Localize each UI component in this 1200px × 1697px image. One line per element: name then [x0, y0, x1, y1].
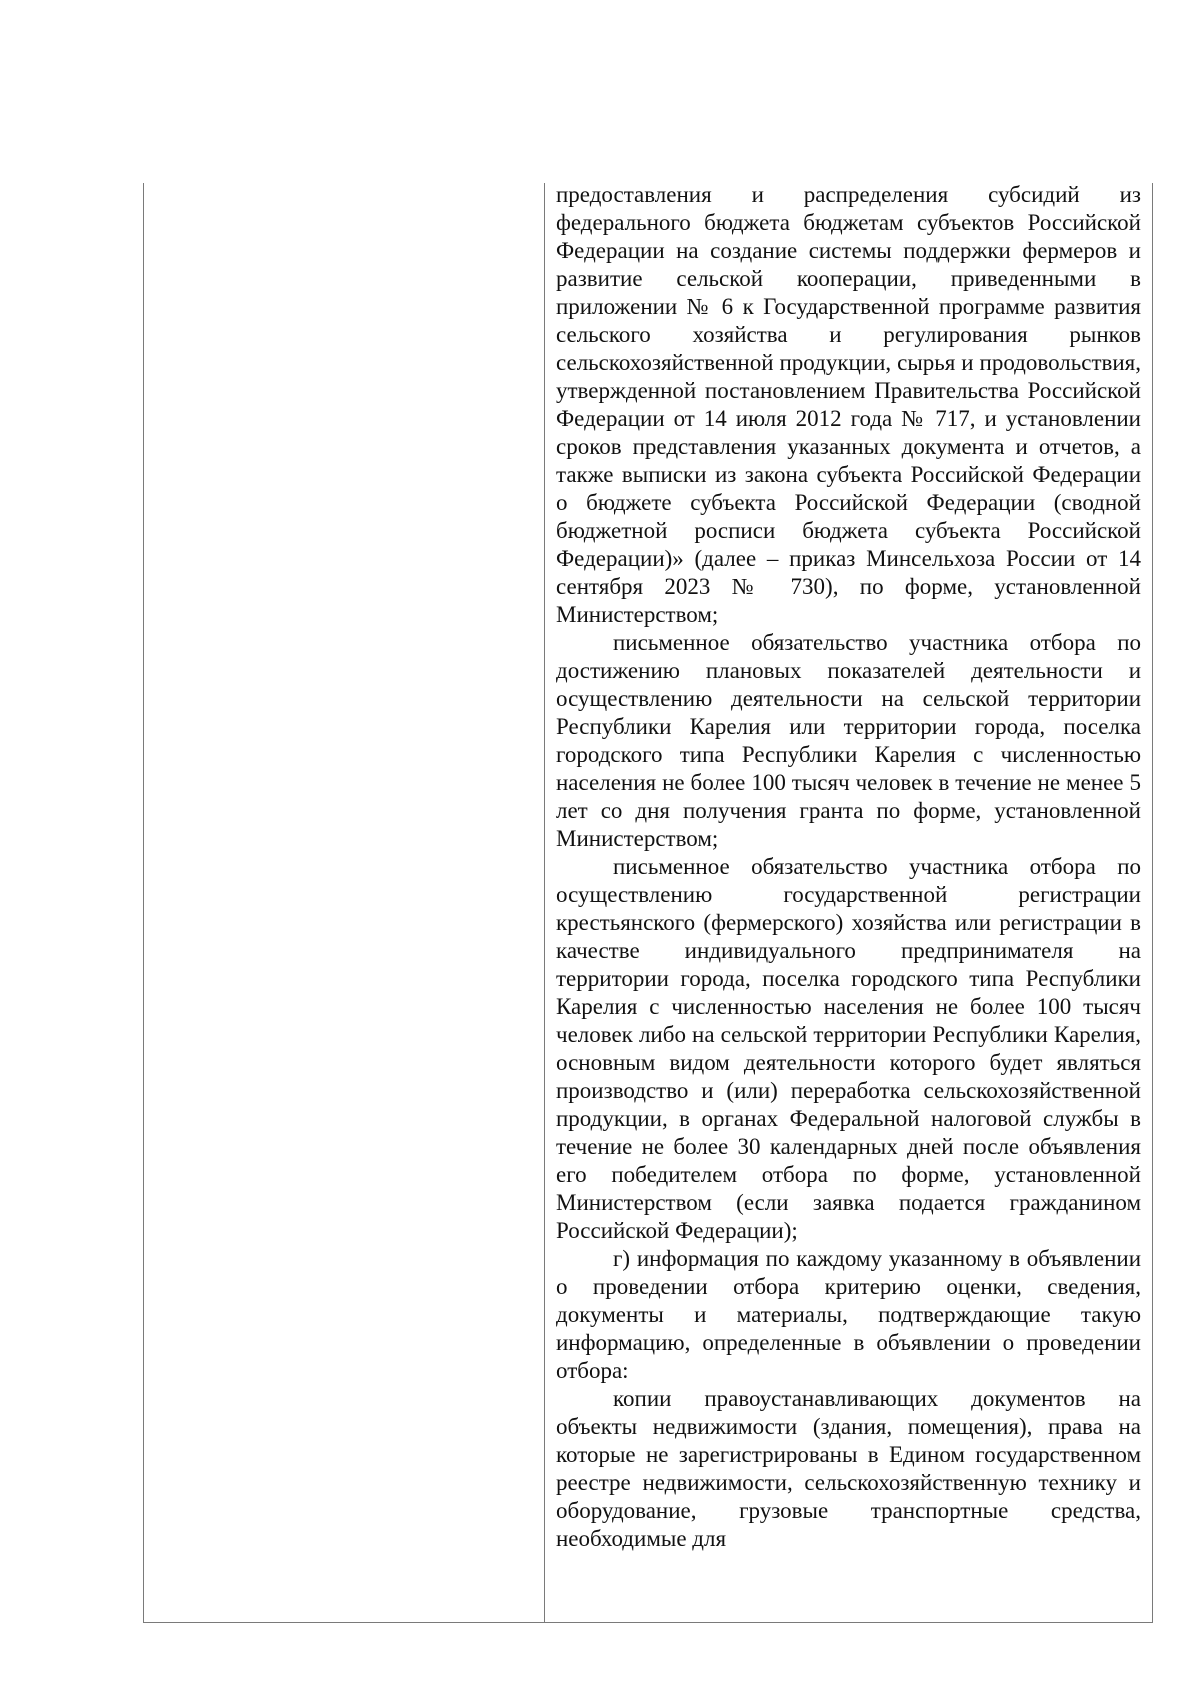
paragraph-subsidy-rules: предоставления и распределения субсидий из федерального бюджета бюджетам субъектов Российской Федерации на создание системы поддержки фермеров и развитие сельской кооперации, приведенными в приложении № 6 к Государственной программе развития сельского хозяйства и регулирования рынков сельскохозяйственной продукции, сырья и продовольствия, утвержденной постановлением Правительства Российской Федерации от 14 июля 2012 года № 717, и установлении сроков представления указанных документа и отчетов, а также выписки из закона субъекта Российской Федерации о бюджете субъекта Российской Федерации (сводной бюджетной росписи бюджета субъекта Российской Федерации)» (далее – приказ Минсельхоза России от 14 сентября 2023 № 730), по форме, установленной Министерством; [556, 183, 1141, 627]
table-right-cell [556, 183, 1141, 1622]
paragraph-item-g-criteria: г) информация по каждому указанному в объявлении о проведении отбора критерию оценки, сведения, документы и материалы, подтверждающие такую информацию, определенные в объявлении о проведении отбора: [556, 1246, 1141, 1383]
paragraph-property-documents: копии правоустанавливающих документов на объекты недвижимости (здания, помещения), права на которые не зарегистрированы в Едином государственном реестре недвижимости, сельскохозяйственную технику и оборудование, грузовые транспортные средства, необходимые для [556, 1386, 1141, 1551]
paragraph-obligation-indicators: письменное обязательство участника отбора по достижению плановых показателей деятельности и осуществлению деятельности на сельской территории Республики Карелия или территории города, поселка городского типа Республики Карелия с численностью населения не более 100 тысяч человек в течение не менее 5 лет со дня получения гранта по форме, установленной Министерством; [556, 630, 1141, 851]
paragraph-obligation-registration: письменное обязательство участника отбора по осуществлению государственной регистрации крестьянского (фермерского) хозяйства или регистрации в качестве индивидуального предпринимателя на территории города, поселка городского типа Республики Карелия с численностью населения не более 100 тысяч человек либо на сельской территории Республики Карелия, основным видом деятельности которого будет являться производство и (или) переработка сельскохозяйственной продукции, в органах Федеральной налоговой службы в течение не более 30 календарных дней после объявления его победителем отбора по форме, установленной Министерством (если заявка подается гражданином Российской Федерации); [556, 854, 1141, 1243]
table-column-divider [544, 183, 545, 1622]
document-table [143, 183, 1153, 1623]
table-left-cell [144, 183, 544, 1622]
